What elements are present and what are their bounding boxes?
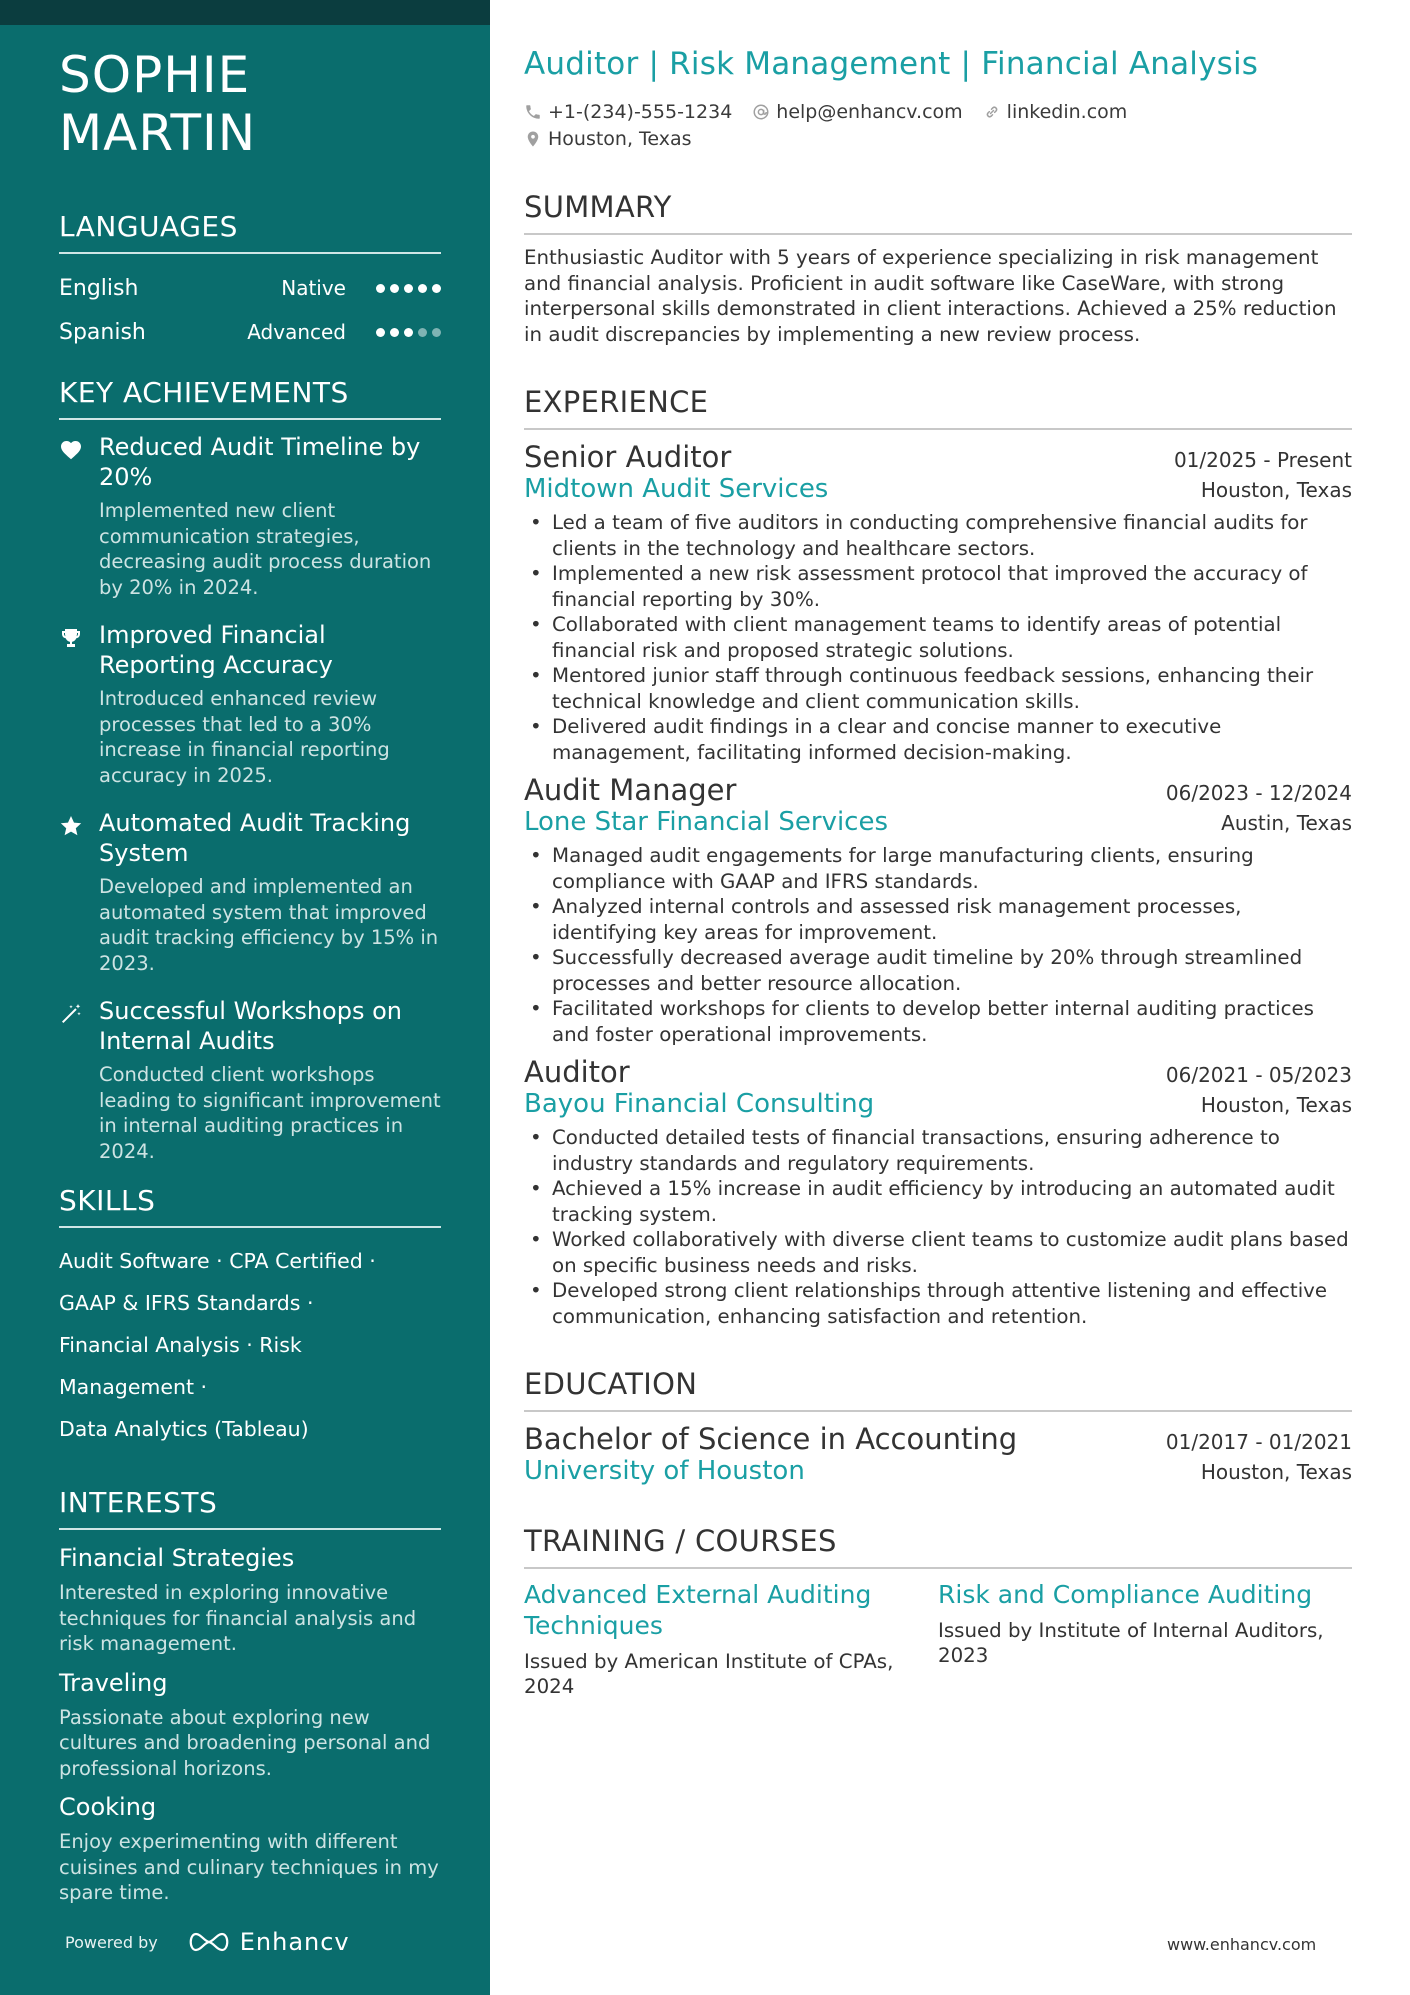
job-company: Lone Star Financial Services [524, 807, 889, 837]
job-company: Midtown Audit Services [524, 474, 829, 504]
language-level: Advanced [247, 320, 346, 344]
achievement-desc: Conducted client workshops leading to significant improvement in internal auditing practices in 2024. [99, 1063, 441, 1163]
sidebar [0, 0, 490, 1995]
training-item [938, 1579, 1352, 1699]
star-icon [59, 808, 99, 976]
brand-logo[interactable] [186, 1928, 350, 1956]
linkedin[interactable] [983, 101, 1128, 123]
heart-icon [59, 432, 99, 600]
skills-section [59, 1184, 441, 1450]
rating-dot-filled [432, 284, 441, 293]
summary-heading: SUMMARY [524, 190, 1352, 235]
location [524, 128, 692, 150]
achievement-item [59, 808, 441, 976]
skill-line: Financial Analysis · Risk Management · [59, 1333, 302, 1399]
interest-title: Cooking [59, 1793, 157, 1821]
rating-dot-filled [404, 284, 413, 293]
job-location: Houston, Texas [1200, 1093, 1352, 1117]
achievement-desc: Introduced enhanced review processes that led to a 30% increase in financial reporting accuracy in 2025. [99, 687, 390, 787]
training-issuer: Issued by American Institute of CPAs, 2024 [524, 1650, 894, 1698]
phone-value: +1-(234)-555-1234 [548, 100, 733, 123]
rating-dot-filled [418, 284, 427, 293]
interests-section [59, 1486, 441, 1906]
linkedin-value: linkedin.com [1006, 100, 1128, 123]
skill-line: Audit Software · CPA Certified · [59, 1249, 376, 1273]
language-rating [376, 284, 441, 293]
job-bullet: • Successfully decreased average audit timeline by 20% through streamlined processes and better resource allocation. [524, 945, 1352, 996]
achievement-item [59, 620, 441, 788]
location-value: Houston, Texas [548, 127, 692, 150]
degree: Bachelor of Science in Accounting [524, 1422, 1018, 1456]
language-rating [376, 328, 441, 337]
rating-dot-filled [376, 328, 385, 337]
job-dates: 06/2021 - 05/2023 [1165, 1063, 1352, 1087]
interest-title: Traveling [59, 1668, 168, 1697]
link-icon [983, 103, 1001, 121]
powered-by [65, 1928, 350, 1956]
job-bullet: • Developed strong client relationships through attentive listening and effective communication, enhancing satisfaction and retention. [524, 1278, 1352, 1329]
job-company: Bayou Financial Consulting [524, 1089, 875, 1119]
job-bullet: • Analyzed internal controls and assessed risk management processes, identifying key areas for improvement. [524, 894, 1352, 945]
achievement-title: Automated Audit Tracking System [99, 809, 411, 867]
language-level: Native [281, 276, 346, 300]
achievement-title: Reduced Audit Timeline by 20% [99, 433, 421, 491]
school: University of Houston [524, 1456, 805, 1486]
interest-desc: Interested in exploring innovative techniques for financial analysis and risk management. [59, 1581, 417, 1655]
job-bullets [524, 1125, 1352, 1329]
magic-wand-icon [59, 996, 99, 1164]
achievement-item [59, 996, 441, 1164]
education-dates: 01/2017 - 01/2021 [1165, 1430, 1352, 1454]
job-bullet: • Mentored junior staff through continuous feedback sessions, enhancing their technical knowledge and client communication skills. [524, 663, 1352, 714]
skill-line: Data Analytics (Tableau) [59, 1417, 309, 1441]
job-bullet: • Led a team of five auditors in conducting comprehensive financial audits for clients in the technology and healthcare sectors. [524, 510, 1352, 561]
job-entry [524, 773, 1352, 1047]
summary-text: Enthusiastic Auditor with 5 years of experience specializing in risk management and financial analysis. Proficient in audit software like CaseWare, with strong interpersonal skills demonstrated in client interactions. Achieved a 25% reduction in audit discrepancies by implementing a new review process. [524, 246, 1337, 346]
job-bullet: • Collaborated with client management teams to identify areas of potential financial risk and proposed strategic solutions. [524, 612, 1352, 663]
skill-line: GAAP & IFRS Standards · [59, 1291, 314, 1315]
interest-title: Financial Strategies [59, 1544, 295, 1572]
language-item [59, 310, 441, 354]
skills-heading: SKILLS [59, 1184, 441, 1228]
training-section [524, 1524, 1352, 1699]
headline: Auditor | Risk Management | Financial Analysis [524, 46, 1259, 82]
training-title: Risk and Compliance Auditing [938, 1580, 1313, 1609]
sidebar-top-bar [0, 0, 490, 25]
achievements-heading: KEY ACHIEVEMENTS [59, 376, 441, 420]
language-name: English [59, 275, 139, 301]
footer-url[interactable]: www.enhancv.com [1167, 1935, 1317, 1954]
rating-dot-empty [432, 328, 441, 337]
job-entry [524, 440, 1352, 765]
rating-dot-filled [404, 328, 413, 337]
language-name: Spanish [59, 319, 146, 345]
training-issuer: Issued by Institute of Internal Auditors, 2023 [938, 1619, 1324, 1667]
rating-dot-filled [376, 284, 385, 293]
languages-heading: LANGUAGES [59, 210, 441, 254]
rating-dot-filled [390, 284, 399, 293]
education-entry [524, 1422, 1352, 1486]
job-dates: 06/2023 - 12/2024 [1165, 781, 1352, 805]
experience-section [524, 385, 1352, 1329]
education-location: Houston, Texas [1200, 1460, 1352, 1484]
first-name: SOPHIE [59, 46, 251, 104]
job-bullets [524, 510, 1352, 765]
job-bullets [524, 843, 1352, 1047]
last-name: MARTIN [59, 104, 257, 162]
languages-section [59, 210, 441, 354]
brand-name: Enhancv [239, 1928, 350, 1956]
rating-dot-empty [418, 328, 427, 337]
summary-section [524, 190, 1352, 347]
achievements-section [59, 376, 441, 1164]
job-title: Auditor [524, 1055, 630, 1089]
training-title: Advanced External Auditing Techniques [524, 1580, 872, 1640]
training-heading: TRAINING / COURSES [524, 1524, 1352, 1569]
job-entry [524, 1055, 1352, 1329]
education-section [524, 1367, 1352, 1486]
at-icon [752, 103, 770, 121]
location-pin-icon [524, 130, 542, 148]
job-title: Senior Auditor [524, 440, 732, 474]
training-item [524, 1579, 938, 1699]
achievement-desc: Developed and implemented an automated system that improved audit tracking efficiency by 15% in 2023. [99, 875, 439, 975]
education-heading: EDUCATION [524, 1367, 1352, 1412]
job-location: Austin, Texas [1221, 811, 1352, 835]
language-item [59, 266, 441, 310]
achievement-title: Improved Financial Reporting Accuracy [99, 621, 333, 679]
interests-heading: INTERESTS [59, 1486, 441, 1530]
achievement-desc: Implemented new client communication strategies, decreasing audit process duration by 20% in 2024. [99, 499, 432, 599]
job-bullet: • Conducted detailed tests of financial transactions, ensuring adherence to industry standards and regulatory requirements. [524, 1125, 1352, 1176]
powered-by-label: Powered by [65, 1932, 158, 1952]
job-title: Audit Manager [524, 773, 737, 807]
trophy-icon [59, 620, 99, 788]
job-location: Houston, Texas [1200, 478, 1352, 502]
achievement-item [59, 432, 441, 600]
experience-heading: EXPERIENCE [524, 385, 1352, 430]
rating-dot-filled [390, 328, 399, 337]
phone[interactable] [524, 101, 732, 123]
job-bullet: • Delivered audit findings in a clear and concise manner to executive management, facilitating informed decision-making. [524, 714, 1352, 765]
job-bullet: • Facilitated workshops for clients to develop better internal auditing practices and foster operational improvements. [524, 996, 1352, 1047]
enhancv-logo-icon [186, 1931, 232, 1953]
interest-desc: Enjoy experimenting with different cuisines and culinary techniques in my spare time. [59, 1830, 439, 1904]
job-bullet: • Worked collaboratively with diverse client teams to customize audit plans based on specific business needs and risks. [524, 1227, 1352, 1278]
email-value: help@enhancv.com [776, 100, 963, 123]
main-content [524, 46, 1352, 1699]
job-bullet: • Managed audit engagements for large manufacturing clients, ensuring compliance with GAAP and IFRS standards. [524, 843, 1352, 894]
contact-info [524, 98, 1352, 152]
job-bullet: • Implemented a new risk assessment protocol that improved the accuracy of financial reporting by 30%. [524, 561, 1352, 612]
job-bullet: • Achieved a 15% increase in audit efficiency by introducing an automated audit tracking system. [524, 1176, 1352, 1227]
phone-icon [524, 103, 542, 121]
job-dates: 01/2025 - Present [1173, 448, 1352, 472]
achievement-title: Successful Workshops on Internal Audits [99, 997, 402, 1055]
interest-desc: Passionate about exploring new cultures and broadening personal and professional horizons. [59, 1705, 431, 1780]
candidate-name [59, 46, 441, 162]
email[interactable] [752, 101, 962, 123]
